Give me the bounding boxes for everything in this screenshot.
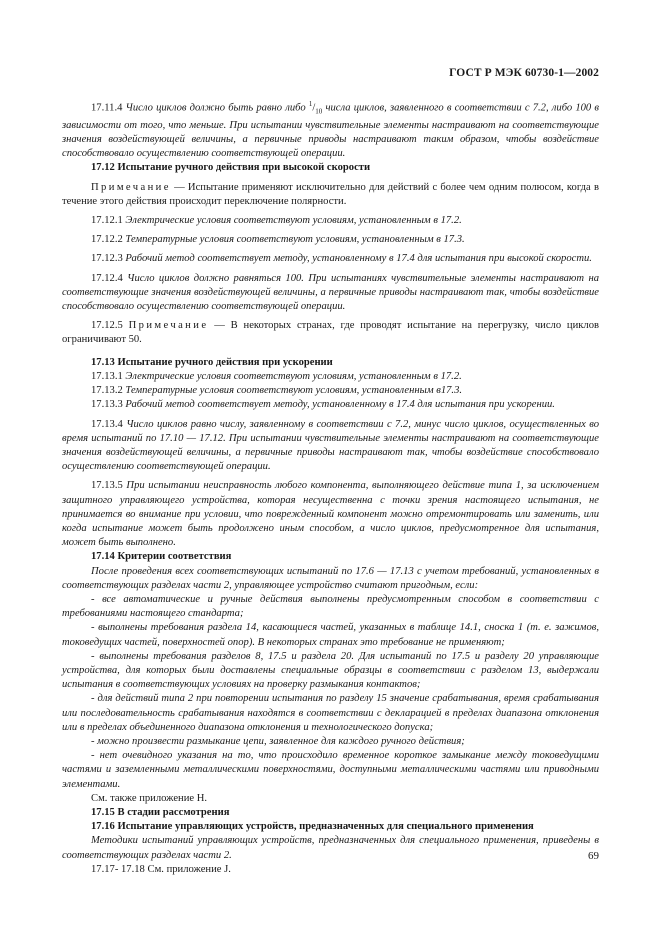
page-body [62, 97, 599, 877]
clause-number: 17.11.4 [91, 102, 123, 114]
note-17-12 [62, 181, 599, 209]
criteria-item: - все автоматические и ручные действия выполнены предусмотренным способом в соответствии с требованиями настоящего стандарта; [62, 593, 599, 620]
clause-text: Число циклов должно равняться 100. При испытаниях чувствительные элементы настраивают на соответствующие значения воздействующей величины, а первичные приводы настраивают так, чтобы воздействие способствовало осуществлению соответствующей операции. [62, 272, 599, 313]
clause-number: 17.13.4 [91, 418, 123, 430]
section-heading-17-16: 17.16 Испытание управляющих устройств, предназначенных для специального применения [91, 821, 534, 833]
paragraph-17-13-1 [62, 370, 599, 384]
criteria-item: - выполнены требования разделов 8, 17.5 и раздела 20. Для испытаний по 17.5 и разделу 20 управляющие устройства, для которых были доставлены специальные образцы в соответствии с разделом 13, выдержали испытания в соответствующих условиях на проверку размыкания контактов; [62, 650, 599, 691]
section-heading-17-15: 17.15 В стадии рассмотрения [91, 806, 230, 818]
clause-number: 17.12.4 [91, 272, 123, 284]
page-number: 69 [588, 850, 599, 862]
paragraph-17-13-2 [62, 384, 599, 398]
paragraph-17-12-5 [62, 319, 599, 347]
paragraph-17-12-3 [62, 252, 599, 266]
document-header: ГОСТ Р МЭК 60730-1—2002 [449, 67, 599, 79]
paragraph-17-13-5 [62, 479, 599, 550]
clause-number: 17.12.2 [91, 234, 123, 246]
section-heading-17-13: 17.13 Испытание ручного действия при ускорении [91, 356, 333, 368]
note-text: — В некоторых странах, где проводят испытание на перегрузку, число циклов ограничивают 50. [62, 320, 599, 346]
paragraph-17-12-1 [62, 214, 599, 228]
note-label: Примечание [91, 181, 171, 193]
fraction-denominator: 10 [315, 107, 323, 116]
clause-text: Число циклов должно быть равно либо [122, 102, 309, 114]
note-label: Примечание [128, 320, 209, 332]
clause-text: Рабочий метод соответствует методу, установленному в 17.4 для испытания при ускорении. [122, 399, 555, 411]
clause-number: 17.13.5 [91, 480, 123, 492]
clause-number: 17.13.2 [91, 385, 123, 397]
clause-text: Электрические условия соответствуют условиям, установленным в 17.2. [122, 370, 462, 382]
criteria-item: - выполнены требования раздела 14, касающиеся частей, указанных в таблице 14.1, сноска 1 (т. е. зажимов, токоведущих частей, поверхностей опор). В некоторых странах это требование не применяют; [62, 622, 599, 648]
clause-number: 17.12.5 [91, 320, 123, 332]
see-also-annex: См. также приложение Н. [91, 792, 208, 804]
paragraph-17-12-2 [62, 233, 599, 247]
paragraph-17-12-4 [62, 272, 599, 315]
clause-number: 17.12.1 [91, 215, 123, 227]
criteria-item: - для действий типа 2 при повторении испытания по разделу 15 значение срабатывания, время срабатывания или последовательность срабатывания находятся в соответствии с декларацией в пределах диапазона отклонения или в пределах объединенного диапазона отклонения и технологического допуска; [62, 693, 599, 733]
fraction-slash: / [312, 102, 316, 114]
clause-text: Температурные условия соответствуют условиям, установленным в17.3. [122, 385, 463, 397]
section-heading-17-12: 17.12 Испытание ручного действия при высокой скорости [91, 162, 371, 174]
clause-number: 17.13.1 [91, 370, 123, 382]
clause-text: Температурные условия соответствуют условиям, установленным в 17.3. [122, 234, 465, 246]
clause-text: Рабочий метод соответствует методу, установленному в 17.4 для испытания при высокой скорости. [122, 253, 592, 265]
criteria-item: - можно произвести размыкание цепи, заявленное для каждого ручного действия; [91, 735, 465, 747]
clause-number: 17.12.3 [91, 253, 123, 265]
fraction-numerator: 1 [308, 100, 313, 108]
paragraph-17-16: Методики испытаний управляющих устройств, предназначенных для специального применения, приведены в соответствующих разделах части 2. [62, 835, 599, 861]
paragraph-17-17: 17.17- 17.18 См. приложение J. [91, 863, 231, 875]
clause-text: Число циклов равно числу, заявленному в соответствии с 7.2, минус число циклов, осуществленных во время испытаний по 17.10 — 17.12. При испытании чувствительные элементы настраивают на соответствующие значения воздействующей величины, а первичные приводы настраивают так, чтобы воздействие способствовало осуществлению соответствующей операции. [62, 418, 599, 473]
criteria-item: - нет очевидного указания на то, что происходило временное короткое замыкание между токоведущими частями и заземленными металлическими поверхностями, доступными металлическими частями или приводными элементами. [62, 750, 599, 790]
paragraph-17-13-4 [62, 418, 599, 475]
paragraph-17-13-3 [62, 398, 599, 412]
section-heading-17-14: 17.14 Критерии соответствия [91, 551, 232, 563]
paragraph-17-11-4 [62, 97, 599, 161]
clause-text: При испытании неисправность любого компонента, выполняющего действие типа 1, за исключением защитного управляющего устройства, которая несущественна с точки зрения настоящего испытания, не принимается во внимание при условии, что поврежденный компонент можно отремонтировать или заменить, или когда испытание может быть продолжено иным способом, а число циклов, предусмотренное для испытания, может быть выполнено. [62, 480, 599, 549]
clause-number: 17.13.3 [91, 399, 123, 411]
clause-text: Электрические условия соответствуют условиям, установленным в 17.2. [122, 215, 462, 227]
clause-text: числа циклов, заявленного в соответствии с 7.2, либо 100 в зависимости от того, что меньше. При испытании чувствительные элементы настраивают на соответствующие значения воздействующей величины, а первичные приводы настраивают таким образом, чтобы воздействие способствовало осуществлению соответствующей операции. [62, 102, 599, 160]
note-text: — Испытание применяют исключительно для действий с более чем одним полюсом, когда в течение этого действия происходит переключение полярности. [62, 181, 599, 207]
criteria-intro: После проведения всех соответствующих испытаний по 17.6 — 17.13 с учетом требований, установленных в соответствующих разделах части 2, управляющее устройство считают пригодным, если: [62, 565, 599, 591]
